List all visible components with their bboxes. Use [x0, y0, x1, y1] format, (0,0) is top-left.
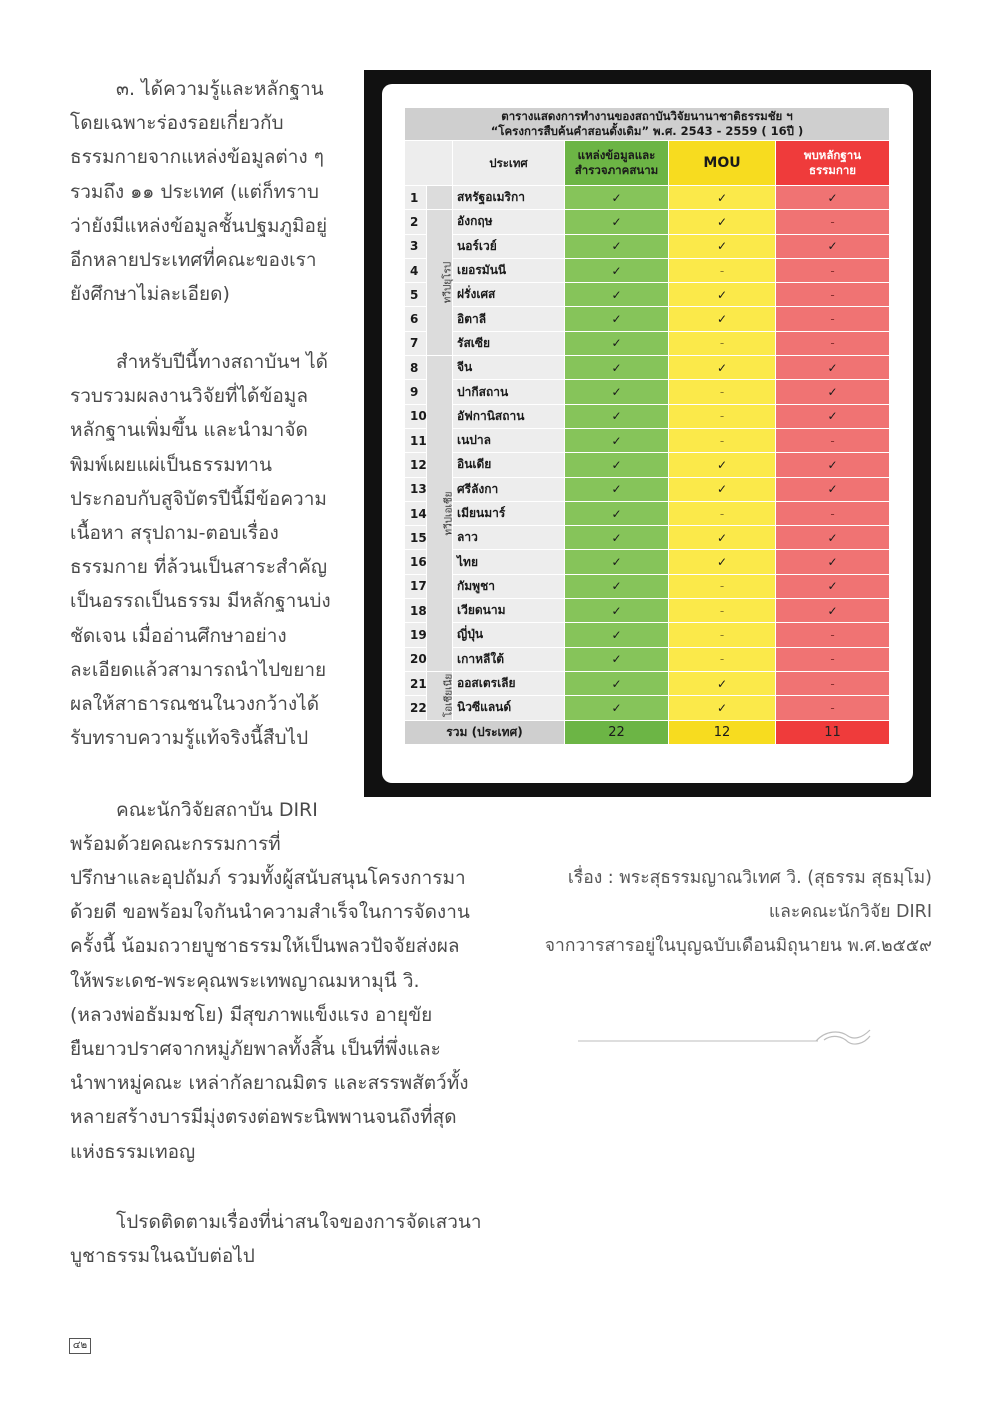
row-number: 7: [405, 331, 427, 355]
text-line: ปรึกษาและอุปถัมภ์ รวมทั้งผู้สนับสนุนโครงการมา: [70, 867, 466, 889]
caption-source: จากวารสารอยู่ในบุญฉบับเดือนมิถุนายน พ.ศ.๒๕๕๙: [544, 936, 932, 956]
evidence-cell: [776, 623, 890, 647]
total-label: รวม (ประเทศ): [405, 720, 565, 744]
source-cell: [565, 356, 669, 380]
dash-icon: -: [719, 603, 725, 618]
table-row: [405, 477, 890, 501]
header-mou: MOU: [669, 141, 776, 186]
header-source: [565, 141, 669, 186]
country-name: เกาหลีใต้: [453, 647, 565, 671]
mou-cell: [669, 404, 776, 428]
source-cell: [565, 599, 669, 623]
text-line: อีกหลายประเทศที่คณะของเรา: [70, 249, 317, 272]
evidence-cell: [776, 428, 890, 452]
country-name: อิตาลี: [453, 307, 565, 331]
check-icon: ✓: [611, 385, 622, 400]
row-number: 21: [405, 671, 427, 695]
dash-icon: -: [830, 700, 835, 715]
row-number: 18: [405, 599, 427, 623]
row-number: 3: [405, 234, 427, 258]
country-name: ไทย: [453, 550, 565, 574]
check-icon: ✓: [716, 190, 728, 205]
table-row: [405, 186, 890, 210]
evidence-cell: [776, 186, 890, 210]
source-cell: [565, 623, 669, 647]
country-name: สหรัฐอเมริกา: [453, 186, 565, 210]
dash-icon: -: [719, 652, 725, 667]
source-cell: [565, 234, 669, 258]
country-name: ออสเตรเลีย: [453, 671, 565, 695]
dash-icon: -: [719, 336, 725, 351]
country-name: ญี่ปุ่น: [453, 623, 565, 647]
text-line: ครั้งนี้ น้อมถวายบูชาธรรมให้เป็นพลวปัจจัยส่งผล: [70, 935, 460, 958]
row-number: 12: [405, 453, 427, 477]
text-line: ให้พระเดช-พระคุณพระเทพญาณมหามุนี วิ.: [70, 969, 420, 992]
caption-author: เรื่อง : พระสุธรรมญาณวิเทศ วิ. (สุธรรม สุธมฺโม): [567, 868, 932, 888]
dash-icon: -: [830, 336, 835, 351]
header-blank: [405, 141, 453, 186]
row-number: 16: [405, 550, 427, 574]
mou-cell: [669, 283, 776, 307]
table-row: [405, 210, 890, 234]
row-number: 20: [405, 647, 427, 671]
dash-icon: -: [719, 409, 725, 424]
check-icon: ✓: [611, 530, 622, 545]
row-number: 14: [405, 501, 427, 525]
table-frame: [382, 84, 913, 783]
article-caption: [545, 861, 932, 963]
mou-cell: [669, 501, 776, 525]
mou-cell: [669, 623, 776, 647]
text-line: นำพาหมู่คณะ เหล่ากัลยาณมิตร และสรรพสัตว์ทั้ง: [70, 1072, 469, 1095]
evidence-cell: [776, 356, 890, 380]
source-cell: [565, 477, 669, 501]
evidence-cell: [776, 501, 890, 525]
row-number: 22: [405, 696, 427, 720]
evidence-cell: [776, 234, 890, 258]
dash-icon: -: [830, 263, 835, 278]
check-icon: ✓: [827, 360, 838, 375]
source-cell: [565, 404, 669, 428]
page-number: ๔๒: [69, 1338, 91, 1354]
country-name: นิวซีแลนด์: [453, 696, 565, 720]
mou-cell: [669, 477, 776, 501]
dash-icon: -: [719, 385, 725, 400]
evidence-cell: [776, 453, 890, 477]
source-cell: [565, 647, 669, 671]
divider-ornament-icon: [578, 1020, 873, 1050]
mou-cell: [669, 380, 776, 404]
check-icon: ✓: [716, 239, 728, 254]
text-line: ยังศึกษาไม่ละเอียด): [70, 283, 230, 306]
table-row: [405, 574, 890, 598]
header-evidence-line1: พบหลักฐาน: [803, 148, 862, 162]
check-icon: ✓: [611, 336, 622, 351]
check-icon: ✓: [827, 457, 838, 472]
row-number: 9: [405, 380, 427, 404]
region-text: โอเชียเนีย: [443, 673, 455, 718]
evidence-cell: [776, 307, 890, 331]
check-icon: ✓: [611, 360, 622, 375]
row-number: 4: [405, 258, 427, 282]
table-row: [405, 356, 890, 380]
mou-cell: [669, 234, 776, 258]
check-icon: ✓: [611, 239, 622, 254]
check-icon: ✓: [716, 676, 728, 691]
evidence-cell: [776, 283, 890, 307]
text-line: โปรดติดตามเรื่องที่น่าสนใจของการจัดเสวนา: [116, 1211, 482, 1233]
check-icon: ✓: [716, 555, 728, 570]
region-label: [427, 210, 453, 356]
table-row: [405, 550, 890, 574]
table-row: [405, 234, 890, 258]
source-cell: [565, 307, 669, 331]
row-number: 8: [405, 356, 427, 380]
row-number: 19: [405, 623, 427, 647]
text-line: (หลวงพ่อธัมมชโย) มีสุขภาพแข็งแรง อายุขัย: [70, 1003, 433, 1026]
mou-cell: [669, 696, 776, 720]
mou-cell: [669, 186, 776, 210]
source-cell: [565, 283, 669, 307]
source-cell: [565, 501, 669, 525]
table-row: [405, 453, 890, 477]
mou-cell: [669, 428, 776, 452]
header-source-line1: แหล่งข้อมูลและ: [577, 148, 656, 162]
country-name: ลาว: [453, 526, 565, 550]
evidence-cell: [776, 574, 890, 598]
row-number: 2: [405, 210, 427, 234]
table-row: [405, 647, 890, 671]
row-number: 1: [405, 186, 427, 210]
check-icon: ✓: [611, 312, 622, 327]
evidence-cell: [776, 258, 890, 282]
header-evidence: [776, 141, 890, 186]
check-icon: ✓: [611, 506, 622, 521]
evidence-cell: [776, 210, 890, 234]
country-name: อินเดีย: [453, 453, 565, 477]
check-icon: ✓: [611, 676, 622, 691]
row-number: 10: [405, 404, 427, 428]
header-evidence-line2: ธรรมกาย: [808, 163, 857, 177]
dash-icon: -: [719, 627, 725, 642]
mou-cell: [669, 574, 776, 598]
text-line: หลักฐานเพิ่มขึ้น และนำมาจัด: [70, 419, 308, 442]
check-icon: ✓: [611, 579, 622, 594]
evidence-cell: [776, 599, 890, 623]
mou-cell: [669, 210, 776, 234]
mou-cell: [669, 331, 776, 355]
check-icon: ✓: [827, 239, 838, 254]
check-icon: ✓: [611, 652, 622, 667]
table-row: [405, 428, 890, 452]
text-line: ละเอียดแล้วสามารถนำไปขยาย: [70, 658, 327, 681]
source-cell: [565, 550, 669, 574]
text-line: ประกอบกับสูจิบัตรปีนี้มีข้อความ: [70, 487, 327, 510]
evidence-cell: [776, 647, 890, 671]
total-mou: 12: [669, 720, 776, 744]
paragraph-dedication-narrow: [70, 793, 337, 861]
header-country: ประเทศ: [453, 141, 565, 186]
country-name: เยอรมันนี: [453, 258, 565, 282]
country-name: เวียดนาม: [453, 599, 565, 623]
dash-icon: -: [830, 676, 835, 691]
mou-cell: [669, 550, 776, 574]
region-text: ทวีปยุโรป: [442, 261, 454, 304]
research-table: [404, 107, 890, 745]
table-row: [405, 671, 890, 695]
check-icon: ✓: [827, 482, 838, 497]
evidence-cell: [776, 331, 890, 355]
text-line: พร้อมด้วยคณะกรรมการที่: [70, 833, 281, 856]
evidence-cell: [776, 550, 890, 574]
country-name: ฝรั่งเศส: [453, 283, 565, 307]
row-number: 5: [405, 283, 427, 307]
check-icon: ✓: [827, 579, 838, 594]
check-icon: ✓: [611, 409, 622, 424]
source-cell: [565, 671, 669, 695]
paragraph-follow-next-issue: [70, 1205, 482, 1273]
table-row: [405, 258, 890, 282]
text-line: ด้วยดี ขอพร้อมใจกันนำความสำเร็จในการจัดงาน: [70, 901, 470, 924]
dash-icon: -: [830, 312, 835, 327]
paragraph-research-compilation: [70, 345, 337, 755]
check-icon: ✓: [611, 482, 622, 497]
region-label: [427, 671, 453, 720]
check-icon: ✓: [611, 555, 622, 570]
table-row: [405, 283, 890, 307]
mou-cell: [669, 526, 776, 550]
region-text: ทวีปเอเชีย: [443, 491, 455, 536]
text-line: สำหรับปีนี้ทางสถาบันฯ ได้: [116, 351, 328, 373]
check-icon: ✓: [611, 287, 622, 302]
source-cell: [565, 428, 669, 452]
table-body: [405, 186, 890, 721]
country-name: ปากีสถาน: [453, 380, 565, 404]
text-line: ผลให้สาธารณชนในวงกว้างได้: [70, 693, 320, 716]
dash-icon: -: [830, 433, 835, 448]
source-cell: [565, 526, 669, 550]
paragraph-dedication: [70, 861, 479, 1169]
total-evidence: 11: [776, 720, 890, 744]
evidence-cell: [776, 526, 890, 550]
table-figure: [364, 70, 931, 797]
check-icon: ✓: [611, 603, 622, 618]
text-line: ว่ายังมีแหล่งข้อมูลชั้นปฐมภูมิอยู่: [70, 214, 328, 237]
country-name: เมียนมาร์: [453, 501, 565, 525]
check-icon: ✓: [716, 457, 728, 472]
country-name: จีน: [453, 356, 565, 380]
text-line: เนื้อหา สรุปถาม-ตอบเรื่อง: [70, 522, 279, 545]
check-icon: ✓: [716, 287, 728, 302]
table-row: [405, 696, 890, 720]
check-icon: ✓: [611, 263, 622, 278]
check-icon: ✓: [716, 482, 728, 497]
row-number: 17: [405, 574, 427, 598]
text-line: รวมถึง ๑๑ ประเทศ (แต่ก็ทราบ: [70, 180, 319, 203]
country-name: อังกฤษ: [453, 210, 565, 234]
country-name: รัสเซีย: [453, 331, 565, 355]
table-row: [405, 380, 890, 404]
text-line: บูชาธรรมในฉบับต่อไป: [70, 1245, 255, 1268]
table-row: [405, 307, 890, 331]
dash-icon: -: [719, 506, 725, 521]
table-row: [405, 331, 890, 355]
dash-icon: -: [830, 214, 835, 229]
text-line: พิมพ์เผยแผ่เป็นธรรมทาน: [70, 453, 272, 476]
table-row: [405, 404, 890, 428]
evidence-cell: [776, 380, 890, 404]
check-icon: ✓: [716, 360, 728, 375]
mou-cell: [669, 647, 776, 671]
country-name: อัฟกานิสถาน: [453, 404, 565, 428]
text-line: ๓. ได้ความรู้และหลักฐาน: [116, 78, 324, 100]
dash-icon: -: [830, 287, 835, 302]
country-name: เนปาล: [453, 428, 565, 452]
mou-cell: [669, 453, 776, 477]
table-row: [405, 501, 890, 525]
row-number: 15: [405, 526, 427, 550]
mou-cell: [669, 307, 776, 331]
source-cell: [565, 331, 669, 355]
row-number: 11: [405, 428, 427, 452]
table-row: [405, 526, 890, 550]
row-number: 13: [405, 477, 427, 501]
check-icon: ✓: [611, 214, 622, 229]
text-line: รับทราบความรู้แท้จริงนี้สืบไป: [70, 727, 309, 750]
source-cell: [565, 696, 669, 720]
check-icon: ✓: [611, 457, 622, 472]
region-blank: [427, 186, 453, 210]
table-title-line2: “โครงการสืบค้นคำสอนดั้งเดิม” พ.ศ. 2543 - 2559 ( 16ปี ): [490, 124, 804, 138]
check-icon: ✓: [827, 385, 838, 400]
source-cell: [565, 186, 669, 210]
dash-icon: -: [830, 652, 835, 667]
check-icon: ✓: [827, 190, 838, 205]
check-icon: ✓: [716, 312, 728, 327]
check-icon: ✓: [611, 700, 622, 715]
source-cell: [565, 574, 669, 598]
country-name: นอร์เวย์: [453, 234, 565, 258]
dash-icon: -: [719, 263, 725, 278]
table-row: [405, 599, 890, 623]
country-name: ศรีลังกา: [453, 477, 565, 501]
text-line: หลายสร้างบารมีมุ่งตรงต่อพระนิพพานจนถึงที่สุด: [70, 1106, 457, 1129]
mou-cell: [669, 258, 776, 282]
source-cell: [565, 380, 669, 404]
source-cell: [565, 210, 669, 234]
text-line: ยืนยาวปราศจากหมู่ภัยพาลทั้งสิ้น เป็นที่พึ่งและ: [70, 1038, 441, 1061]
check-icon: ✓: [716, 214, 728, 229]
dash-icon: -: [830, 627, 835, 642]
header-source-line2: สำรวจภาคสนาม: [574, 163, 659, 177]
text-line: ธรรมกายจากแหล่งข้อมูลต่าง ๆ: [70, 146, 324, 169]
check-icon: ✓: [827, 409, 838, 424]
check-icon: ✓: [716, 530, 728, 545]
text-line: ชัดเจน เมื่ออ่านศึกษาอย่าง: [70, 624, 287, 647]
table-title: [405, 108, 890, 141]
dash-icon: -: [719, 579, 725, 594]
table-row: [405, 623, 890, 647]
evidence-cell: [776, 696, 890, 720]
text-line: ธรรมกาย ที่ล้วนเป็นสาระสำคัญ: [70, 556, 328, 579]
check-icon: ✓: [611, 190, 622, 205]
mou-cell: [669, 599, 776, 623]
text-line: คณะนักวิจัยสถาบัน DIRI: [116, 799, 318, 821]
total-source: 22: [565, 720, 669, 744]
evidence-cell: [776, 671, 890, 695]
region-label: [427, 356, 453, 672]
caption-team: และคณะนักวิจัย DIRI: [768, 902, 932, 922]
text-line: โดยเฉพาะร่องรอยเกี่ยวกับ: [70, 112, 284, 135]
check-icon: ✓: [611, 433, 622, 448]
country-name: กัมพูชา: [453, 574, 565, 598]
row-number: 6: [405, 307, 427, 331]
evidence-cell: [776, 404, 890, 428]
check-icon: ✓: [827, 530, 838, 545]
table-title-line1: ตารางแสดงการทำงานของสถาบันวิจัยนานาชาติธรรมชัย ฯ: [501, 109, 793, 123]
mou-cell: [669, 671, 776, 695]
mou-cell: [669, 356, 776, 380]
evidence-cell: [776, 477, 890, 501]
paragraph-knowledge-evidence: [70, 72, 337, 311]
text-line: รวบรวมผลงานวิจัยที่ได้ข้อมูล: [70, 385, 308, 408]
source-cell: [565, 258, 669, 282]
source-cell: [565, 453, 669, 477]
check-icon: ✓: [827, 603, 838, 618]
check-icon: ✓: [827, 555, 838, 570]
check-icon: ✓: [611, 627, 622, 642]
dash-icon: -: [830, 506, 835, 521]
text-line: แห่งธรรมเทอญ: [70, 1140, 196, 1163]
text-line: เป็นอรรถเป็นธรรม มีหลักฐานบ่ง: [70, 590, 331, 613]
dash-icon: -: [719, 433, 725, 448]
check-icon: ✓: [716, 700, 728, 715]
